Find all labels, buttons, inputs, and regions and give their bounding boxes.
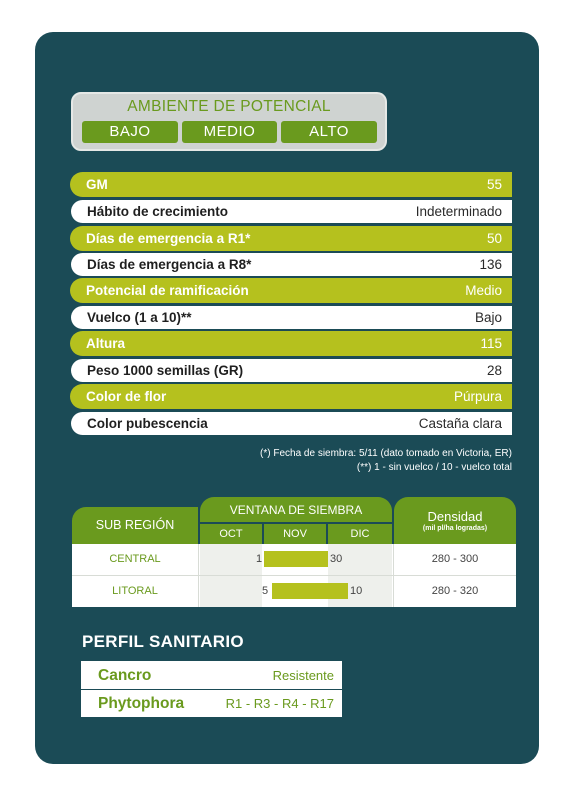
header-ventana: VENTANA DE SIEMBRA (200, 497, 392, 522)
spec-value: 115 (480, 336, 502, 351)
spec-value: 50 (486, 231, 502, 246)
spec-row-r1 (70, 226, 512, 251)
spec-value: Castaña clara (418, 416, 502, 431)
sowing-window-bar (264, 551, 328, 567)
spec-label: Color pubescencia (87, 416, 208, 431)
region-cell: CENTRAL (109, 553, 161, 565)
spec-row-altura (70, 331, 512, 356)
densidad-cell: 280 - 300 (431, 553, 479, 565)
header-densidad-cell (394, 497, 516, 544)
spec-row-pubescencia (70, 411, 512, 436)
disease-value: Resistente (272, 668, 334, 683)
perfil-row-phytophora (81, 690, 342, 717)
spec-row-habito (70, 199, 512, 224)
spec-label: Hábito de crecimiento (87, 204, 229, 219)
window-start: 1 (256, 553, 263, 565)
siembra-table-body (72, 544, 516, 607)
spec-label: GM (86, 177, 108, 192)
perfil-sanitario-box (81, 661, 342, 717)
disease-name: Cancro (98, 666, 152, 684)
region-cell: LITORAL (112, 585, 158, 597)
table-row (72, 544, 516, 574)
spec-value: Bajo (474, 310, 502, 325)
ambiente-potencial-box (71, 92, 387, 151)
spec-label: Altura (86, 336, 126, 351)
spec-label: Vuelco (1 a 10)** (87, 310, 192, 325)
spec-label: Días de emergencia a R1* (86, 231, 251, 246)
ambiente-title: AMBIENTE DE POTENCIAL (127, 98, 331, 115)
spec-label: Días de emergencia a R8* (87, 257, 252, 272)
sowing-window-bar (272, 583, 348, 599)
spec-value: Púrpura (453, 389, 502, 404)
perfil-row-cancro (81, 662, 342, 689)
header-densidad: Densidad (427, 509, 483, 524)
header-subregion: SUB REGIÓN (72, 507, 198, 544)
level-alto: ALTO (281, 121, 377, 143)
level-medio: MEDIO (182, 121, 277, 143)
footnote-vuelco: (**) 1 - sin vuelco / 10 - vuelco total (356, 462, 512, 473)
spec-row-ramificacion (70, 278, 512, 303)
densidad-cell: 280 - 320 (431, 585, 479, 597)
spec-value: Medio (465, 283, 502, 298)
spec-row-r8 (70, 252, 512, 277)
spec-row-peso (70, 358, 512, 383)
window-start: 5 (262, 585, 269, 597)
spec-row-vuelco (70, 305, 512, 330)
header-month-nov: NOV (264, 524, 326, 544)
perfil-sanitario-title: PERFIL SANITARIO (82, 632, 244, 651)
spec-label: Peso 1000 semillas (GR) (87, 363, 244, 378)
spec-row-color-flor (70, 384, 512, 409)
window-end: 10 (350, 585, 363, 597)
spec-value: 136 (479, 257, 502, 272)
header-densidad-sub: (mil pl/ha logradas) (422, 525, 488, 532)
header-month-oct: OCT (200, 524, 262, 544)
disease-name: Phytophora (98, 694, 185, 712)
window-end: 30 (330, 553, 343, 565)
table-row (72, 576, 516, 606)
level-bajo: BAJO (82, 121, 178, 143)
header-month-dic: DIC (328, 524, 392, 544)
spec-value: Indeterminado (415, 204, 502, 219)
spec-value: 55 (486, 177, 502, 192)
spec-label: Color de flor (86, 389, 167, 404)
spec-label: Potencial de ramificación (86, 283, 249, 298)
spec-row-gm (70, 172, 512, 197)
siembra-table (72, 497, 516, 607)
spec-value: 28 (486, 363, 502, 378)
disease-value: R1 - R3 - R4 - R17 (225, 696, 334, 711)
footnote-fecha: (*) Fecha de siembra: 5/11 (dato tomado en Victoria, ER) (260, 448, 512, 459)
